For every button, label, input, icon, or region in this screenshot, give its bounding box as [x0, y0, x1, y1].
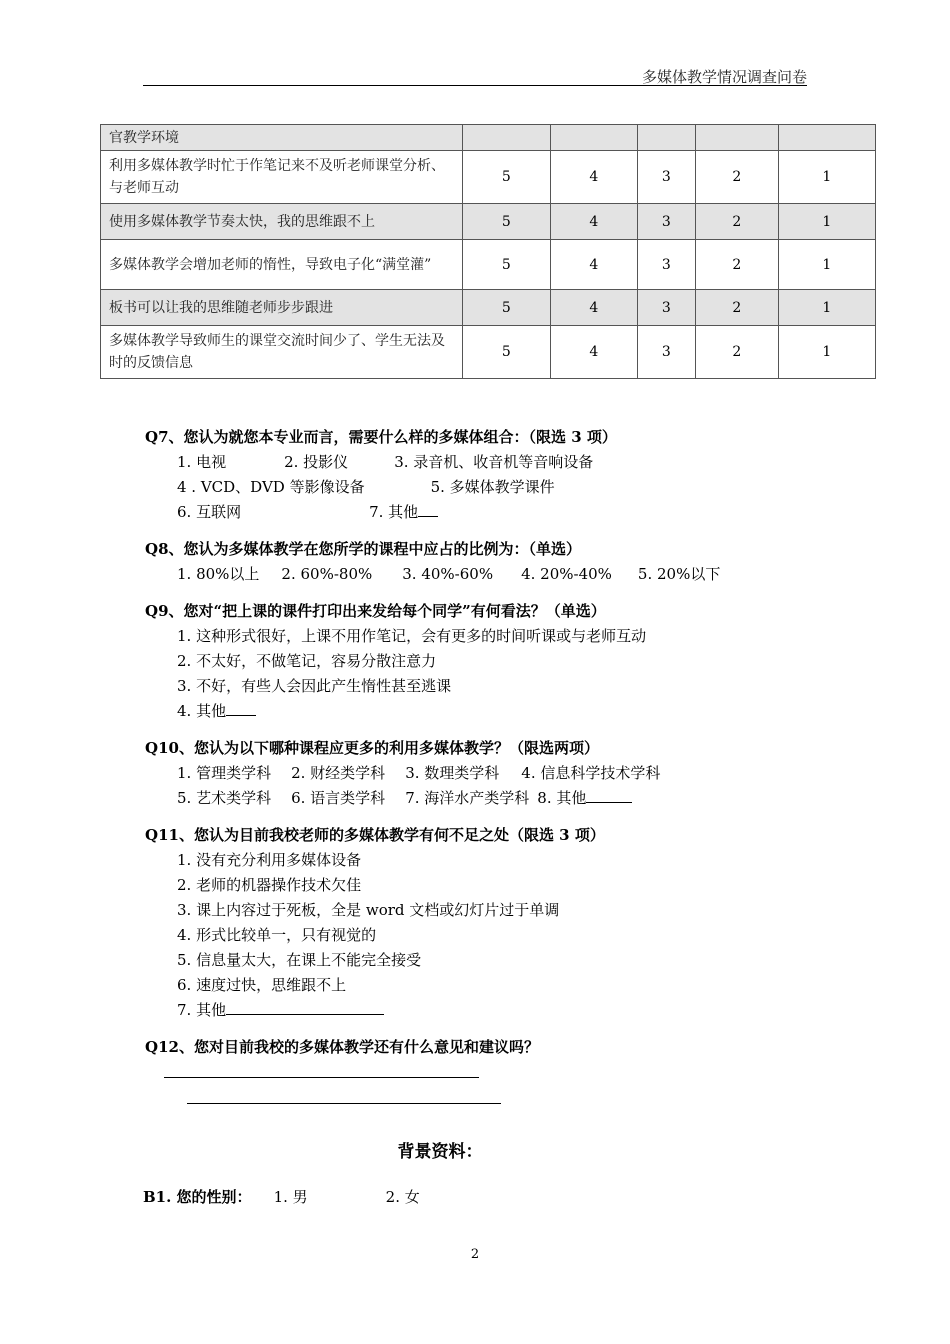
question-title: Q12、您对目前我校的多媒体教学还有什么意见和建议吗？ [145, 1038, 539, 1056]
option[interactable]: 4. 其他 [177, 702, 227, 720]
document-header-title: 多媒体教学情况调查问卷 [641, 68, 807, 86]
option[interactable]: 5. 多媒体教学课件 [430, 478, 555, 496]
rating-score-cell[interactable]: 1 [778, 326, 875, 379]
answer-blank[interactable] [226, 1000, 384, 1015]
option-line [145, 475, 617, 500]
rating-score-cell[interactable]: 2 [696, 290, 778, 326]
option[interactable]: 2. 财经类学科 [291, 764, 386, 782]
rating-score-cell[interactable]: 1 [778, 151, 875, 204]
option[interactable]: 4. 形式比较单一，只有视觉的 [177, 926, 377, 944]
rating-table-body [101, 125, 876, 379]
option[interactable]: 6. 互联网 [177, 503, 242, 521]
section-title: 背景资料： [397, 1142, 483, 1162]
table-row [101, 290, 876, 326]
answer-line[interactable] [164, 1077, 479, 1078]
question-title: Q10、您认为以下哪种课程应更多的利用多媒体教学？（限选两项） [145, 739, 599, 757]
option-line [145, 500, 617, 525]
statement-cell: 使用多媒体教学节奏太快，我的思维跟不上 [101, 204, 463, 240]
rating-score-cell[interactable]: 1 [778, 240, 875, 290]
rating-score-cell[interactable]: 1 [778, 290, 875, 326]
answer-blank[interactable] [226, 701, 256, 716]
rating-score-cell [551, 125, 637, 151]
rating-score-cell[interactable]: 4 [551, 326, 637, 379]
option[interactable]: 5. 艺术类学科 [177, 789, 272, 807]
question-title: Q9、您对“把上课的课件打印出来发给每个同学”有何看法？（单选） [145, 602, 606, 620]
rating-score-cell[interactable]: 4 [551, 151, 637, 204]
rating-score-cell[interactable]: 4 [551, 240, 637, 290]
rating-score-cell[interactable]: 3 [637, 290, 696, 326]
table-row [101, 204, 876, 240]
rating-score-cell[interactable]: 5 [462, 240, 550, 290]
rating-score-cell[interactable]: 2 [696, 326, 778, 379]
option-line [145, 562, 720, 587]
rating-score-cell[interactable]: 3 [637, 151, 696, 204]
option-line [145, 998, 605, 1023]
rating-score-cell[interactable]: 5 [462, 326, 550, 379]
statement-cell: 多媒体教学会增加老师的惰性，导致电子化“满堂灌” [101, 240, 463, 290]
rating-score-cell[interactable]: 4 [551, 204, 637, 240]
rating-score-cell[interactable]: 2 [696, 240, 778, 290]
option[interactable]: 2. 投影仪 [284, 453, 349, 471]
option[interactable]: 2. 不太好，不做笔记，容易分散注意力 [177, 652, 437, 670]
answer-blank[interactable] [418, 502, 438, 517]
question-title: Q11、您认为目前我校老师的多媒体教学有何不足之处（限选 3 项） [145, 826, 605, 844]
option[interactable]: 3. 不好，有些人会因此产生惰性甚至逃课 [177, 677, 452, 695]
table-row [101, 125, 876, 151]
option[interactable]: 7. 海洋水产类学科 [405, 789, 530, 807]
question-q7 [145, 425, 617, 525]
question-q9 [145, 599, 646, 724]
answer-blank[interactable] [586, 788, 632, 803]
option[interactable]: 1. 80%以上 [177, 565, 260, 583]
question-q8 [145, 537, 720, 587]
rating-score-cell[interactable]: 2 [696, 151, 778, 204]
option[interactable]: 1. 管理类学科 [177, 764, 272, 782]
question-b1 [143, 1186, 420, 1207]
option[interactable]: 3. 40%-60% [402, 565, 494, 583]
rating-score-cell[interactable]: 1 [778, 204, 875, 240]
option[interactable]: 1. 没有充分利用多媒体设备 [177, 851, 362, 869]
rating-score-cell [462, 125, 550, 151]
rating-table [100, 124, 876, 379]
option[interactable]: 6. 语言类学科 [291, 789, 386, 807]
option[interactable]: 1. 男 [273, 1188, 308, 1206]
option[interactable]: 3. 数理类学科 [405, 764, 500, 782]
question-q11 [145, 823, 605, 1023]
option-line [145, 699, 646, 724]
option[interactable]: 2. 60%-80% [281, 565, 373, 583]
question-q10 [145, 736, 660, 811]
option[interactable]: 4 . VCD、DVD 等影像设备 [177, 478, 365, 496]
statement-cell: 多媒体教学导致师生的课堂交流时间少了、学生无法及时的反馈信息 [101, 326, 463, 379]
rating-score-cell [778, 125, 875, 151]
rating-score-cell[interactable]: 5 [462, 204, 550, 240]
option[interactable]: 8. 其他 [537, 789, 587, 807]
table-row [101, 240, 876, 290]
question-title: Q7、您认为就您本专业而言，需要什么样的多媒体组合：（限选 3 项） [145, 428, 617, 446]
statement-cell: 官教学环境 [101, 125, 463, 151]
option[interactable]: 4. 20%-40% [521, 565, 612, 583]
rating-score-cell [637, 125, 696, 151]
option[interactable]: 7. 其他 [369, 503, 419, 521]
answer-line[interactable] [187, 1103, 501, 1104]
option[interactable]: 7. 其他 [177, 1001, 227, 1019]
statement-cell: 利用多媒体教学时忙于作笔记来不及听老师课堂分析、与老师互动 [101, 151, 463, 204]
option[interactable]: 4. 信息科学技术学科 [521, 764, 661, 782]
option[interactable]: 2. 老师的机器操作技术欠佳 [177, 876, 362, 894]
question-title: Q8、您认为多媒体教学在您所学的课程中应占的比例为：（单选） [145, 540, 582, 558]
header-divider [143, 85, 807, 86]
question-q12 [145, 1035, 539, 1060]
page-number: 2 [470, 1247, 480, 1262]
rating-score-cell[interactable]: 3 [637, 326, 696, 379]
option[interactable]: 5. 信息量太大，在课上不能完全接受 [177, 951, 422, 969]
rating-score-cell[interactable]: 5 [462, 290, 550, 326]
statement-cell: 板书可以让我的思维随老师步步跟进 [101, 290, 463, 326]
rating-score-cell[interactable]: 2 [696, 204, 778, 240]
question-label: B1. 您的性别： [143, 1188, 252, 1206]
rating-score-cell[interactable]: 4 [551, 290, 637, 326]
rating-score-cell[interactable]: 3 [637, 204, 696, 240]
option-line [145, 786, 660, 811]
rating-score-cell[interactable]: 3 [637, 240, 696, 290]
table-row [101, 326, 876, 379]
option[interactable]: 6. 速度过快，思维跟不上 [177, 976, 347, 994]
rating-score-cell[interactable]: 5 [462, 151, 550, 204]
option[interactable]: 3. 课上内容过于死板，全是 word 文档或幻灯片过于单调 [177, 901, 560, 919]
option[interactable]: 1. 电视 [177, 453, 227, 471]
option[interactable]: 2. 女 [385, 1188, 420, 1206]
rating-score-cell [696, 125, 778, 151]
option[interactable]: 3. 录音机、收音机等音响设备 [394, 453, 594, 471]
option[interactable]: 5. 20%以下 [637, 565, 721, 583]
option[interactable]: 1. 这种形式很好，上课不用作笔记，会有更多的时间听课或与老师互动 [177, 627, 647, 645]
table-row [101, 151, 876, 204]
option-line [145, 761, 660, 786]
option-line [145, 450, 617, 475]
